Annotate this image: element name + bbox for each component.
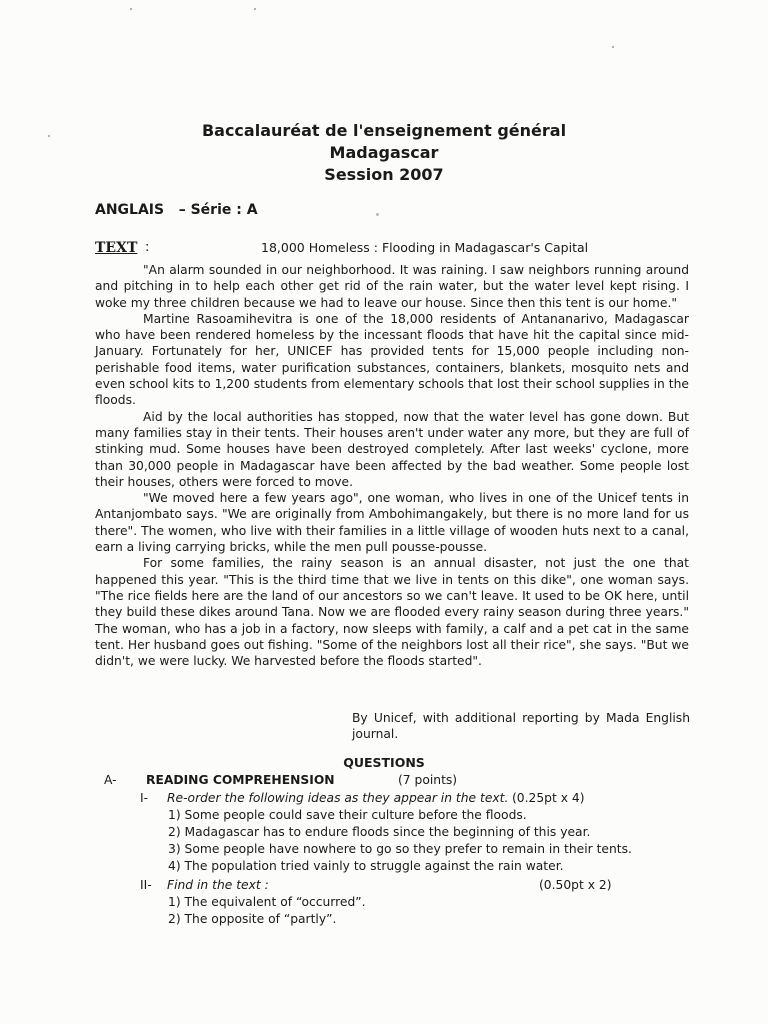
paragraph: Aid by the local authorities has stopped, now that the water level has gone down. But many families stay in their tents. Their houses aren't under water any more, but they are full of stinking mud. Some houses have been destroyed completely. After last weeks' cyclone, more than 30,000 people in Madagascar have been affected by the bad weather. Some people lost their houses, others were forced to move.	[95, 409, 689, 489]
part1-item: 1) Some people could save their culture before the floods.	[168, 808, 527, 822]
section-a-letter: A-	[104, 773, 117, 787]
part1-item: 2) Madagascar has to endure floods since the beginning of this year.	[168, 825, 591, 839]
text-label: TEXT	[95, 240, 138, 256]
scan-speck	[376, 213, 379, 216]
section-a-points: (7 points)	[398, 773, 458, 787]
reading-text	[95, 262, 689, 669]
part1-instruction: Re-order the following ideas as they appear in the text.	[167, 791, 509, 805]
part1-points: (0.25pt x 4)	[512, 791, 585, 805]
text-title: 18,000 Homeless : Flooding in Madagascar's Capital	[261, 240, 589, 255]
text-colon: :	[145, 240, 150, 255]
source-credit: By Unicef, with additional reporting by Mada English journal.	[352, 711, 690, 742]
part1-number: I-	[140, 791, 149, 805]
header-session: Session 2007	[324, 165, 444, 184]
document-header	[0, 120, 768, 186]
paragraph: Martine Rasoamihevitra is one of the 18,000 residents of Antananarivo, Madagascar who have been rendered homeless by the incessant floods that have hit the capital since mid-January. Fortunately for her, UNICEF has provided tents for 15,000 people including non-perishable food items, water purification substances, containers, blankets, mosquito nets and even school kits to 1,200 students from elementary schools that lost their school supplies in the floods.	[95, 311, 689, 408]
scan-speck	[254, 8, 256, 10]
part1-item: 3) Some people have nowhere to go so they prefer to remain in their tents.	[168, 842, 632, 856]
scan-speck	[48, 135, 50, 137]
header-title: Baccalauréat de l'enseignement général	[201, 121, 567, 140]
paragraph: "An alarm sounded in our neighborhood. It was raining. I saw neighbors running around and pitching in to help each other get rid of the rain water, but the water level kept rising. I woke my three children because we had to leave our house. Since then this tent is our home."	[95, 263, 689, 310]
text-heading	[95, 240, 685, 258]
scan-speck	[612, 46, 614, 48]
header-country: Madagascar	[329, 143, 439, 162]
scan-speck	[130, 8, 132, 10]
section-a-heading: READING COMPREHENSION	[146, 773, 335, 787]
questions-title: QUESTIONS	[343, 755, 425, 770]
part2-item: 1) The equivalent of “occurred”.	[168, 895, 366, 909]
subject-line: ANGLAIS – Série : A	[95, 202, 258, 218]
part2-number: II-	[140, 878, 152, 892]
part2-item: 2) The opposite of “partly”.	[168, 912, 337, 926]
part2-points: (0.50pt x 2)	[539, 878, 612, 892]
part2-instruction: Find in the text :	[167, 878, 269, 892]
paragraph: "We moved here a few years ago", one woman, who lives in one of the Unicef tents in Antanjombato says. "We are originally from Ambohimangakely, but there is no more land for us there". The women, who live with their families in a little village of wooden huts next to a canal, earn a living carrying bricks, while the men pull pousse-pousse.	[95, 491, 689, 555]
paragraph: For some families, the rainy season is an annual disaster, not just the one that happened this year. "This is the third time that we live in tents on this dike", one woman says. "The rice fields here are the land of our ancestors so we can't leave. It used to be OK here, until they build these dikes around Tana. Now we are flooded every rainy season during three years." The woman, who has a job in a factory, now sleeps with family, a calf and a pet cat in the same tent. Her husband goes out fishing. "Some of the neighbors lost all their rice", she says. "But we didn't, we were lucky. We harvested before the floods started".	[95, 556, 689, 669]
part1-item: 4) The population tried vainly to struggle against the rain water.	[168, 859, 564, 873]
